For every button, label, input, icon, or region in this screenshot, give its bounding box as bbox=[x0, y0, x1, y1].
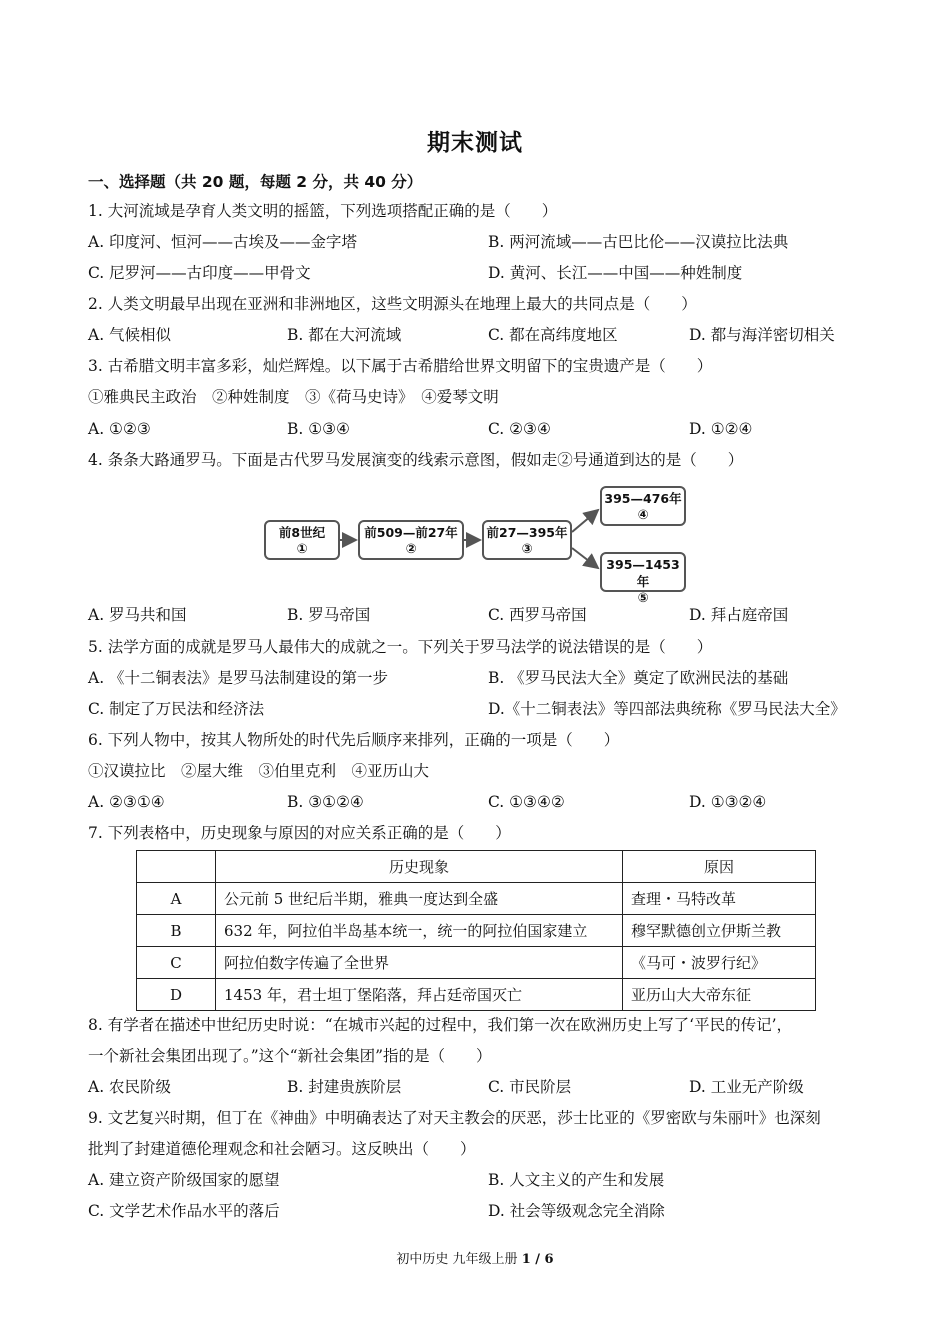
question-9-option-a: A. 建立资产阶级国家的愿望 bbox=[88, 1171, 280, 1189]
question-1-stem: 1. 大河流域是孕育人类文明的摇篮，下列选项搭配正确的是（ ） bbox=[88, 202, 558, 220]
timeline-node-1-number: ① bbox=[296, 542, 308, 557]
table-cell-phenomenon: 公元前 5 世纪后半期，雅典一度达到全盛 bbox=[216, 883, 623, 915]
table-cell-key: D bbox=[137, 979, 216, 1011]
question-1-option-d: D. 黄河、长江——中国——种姓制度 bbox=[488, 264, 743, 282]
question-3-stem: 3. 古希腊文明丰富多彩，灿烂辉煌。以下属于古希腊给世界文明留下的宝贵遗产是（ ） bbox=[88, 357, 713, 375]
question-2-option-a: A. 气候相似 bbox=[88, 326, 172, 344]
question-8-option-b: B. 封建贵族阶层 bbox=[287, 1078, 402, 1096]
question-9-stem-line-2: 批判了封建道德伦理观念和社会陋习。这反映出（ ） bbox=[88, 1140, 476, 1158]
question-7-stem: 7. 下列表格中，历史现象与原因的对应关系正确的是（ ） bbox=[88, 824, 511, 842]
question-3-option-c: C. ②③④ bbox=[488, 420, 551, 438]
question-8-stem-line-1: 8. 有学者在描述中世纪历史时说：“在城市兴起的过程中，我们第一次在欧洲历史上写了‘平民的传记’， bbox=[88, 1016, 792, 1034]
question-1-option-a: A. 印度河、恒河——古埃及——金字塔 bbox=[88, 233, 358, 251]
question-3-option-a: A. ①②③ bbox=[88, 420, 151, 438]
table-header-row bbox=[137, 851, 816, 883]
table-cell-cause: 亚历山大大帝东征 bbox=[623, 979, 816, 1011]
table-cell-phenomenon: 632 年，阿拉伯半岛基本统一，统一的阿拉伯国家建立 bbox=[216, 915, 623, 947]
question-6-option-c: C. ①③④② bbox=[488, 793, 565, 811]
question-8-stem-line-2: 一个新社会集团出现了。”这个“新社会集团”指的是（ ） bbox=[88, 1047, 492, 1065]
question-1-option-b: B. 两河流域——古巴比伦——汉谟拉比法典 bbox=[488, 233, 789, 251]
table-cell-phenomenon: 阿拉伯数字传遍了全世界 bbox=[216, 947, 623, 979]
arrow-3-5 bbox=[572, 548, 598, 568]
question-2-stem: 2. 人类文明最早出现在亚洲和非洲地区，这些文明源头在地理上最大的共同点是（ ） bbox=[88, 295, 697, 313]
timeline-node-2 bbox=[358, 520, 464, 560]
timeline-node-5-number: ⑤ bbox=[637, 591, 649, 606]
timeline-node-3 bbox=[482, 520, 572, 560]
question-8-option-d: D. 工业无产阶级 bbox=[689, 1078, 804, 1096]
question-7-table bbox=[136, 850, 816, 1011]
question-3-option-d: D. ①②④ bbox=[689, 420, 753, 438]
table-row bbox=[137, 915, 816, 947]
timeline-node-2-number: ② bbox=[405, 542, 417, 557]
arrow-3-4 bbox=[572, 510, 598, 532]
question-6-items: ①汉谟拉比 ②屋大维 ③伯里克利 ④亚历山大 bbox=[88, 762, 430, 780]
question-5-option-c: C. 制定了万民法和经济法 bbox=[88, 700, 265, 718]
question-8-option-c: C. 市民阶层 bbox=[488, 1078, 572, 1096]
table-header-phenomenon: 历史现象 bbox=[216, 851, 623, 883]
table-cell-key: A bbox=[137, 883, 216, 915]
rome-timeline-diagram bbox=[262, 484, 692, 606]
question-9-option-c: C. 文学艺术作品水平的落后 bbox=[88, 1202, 280, 1220]
question-9-option-d: D. 社会等级观念完全消除 bbox=[488, 1202, 665, 1220]
timeline-node-1-label: 前8世纪 bbox=[278, 525, 326, 540]
table-header-cause: 原因 bbox=[623, 851, 816, 883]
question-5-option-a: A. 《十二铜表法》是罗马法制建设的第一步 bbox=[88, 669, 389, 687]
question-2-option-b: B. 都在大河流域 bbox=[287, 326, 402, 344]
question-4-stem: 4. 条条大路通罗马。下面是古代罗马发展演变的线索示意图，假如走②号通道到达的是（ ） bbox=[88, 451, 744, 469]
footer-text: 初中历史 九年级上册 bbox=[396, 1252, 518, 1267]
question-5-option-b: B. 《罗马民法大全》奠定了欧洲民法的基础 bbox=[488, 669, 789, 687]
question-2-option-c: C. 都在高纬度地区 bbox=[488, 326, 618, 344]
timeline-node-4-label: 395—476年 bbox=[604, 491, 682, 506]
section-heading: 一、选择题（共 20 题，每题 2 分，共 40 分） bbox=[88, 173, 423, 191]
table-cell-phenomenon: 1453 年，君士坦丁堡陷落，拜占廷帝国灭亡 bbox=[216, 979, 623, 1011]
timeline-node-5 bbox=[600, 552, 686, 606]
question-6-stem: 6. 下列人物中，按其人物所处的时代先后顺序来排列，正确的一项是（ ） bbox=[88, 731, 620, 749]
question-9-stem-line-1: 9. 文艺复兴时期，但丁在《神曲》中明确表达了对天主教会的厌恶，莎士比亚的《罗密欧与朱丽叶》也深刻 bbox=[88, 1109, 821, 1127]
table-row bbox=[137, 979, 816, 1011]
timeline-node-3-label: 前27—395年 bbox=[486, 525, 568, 540]
table-cell-cause: 穆罕默德创立伊斯兰教 bbox=[623, 915, 816, 947]
question-5-option-d: D.《十二铜表法》等四部法典统称《罗马民法大全》 bbox=[488, 700, 846, 718]
question-6-option-a: A. ②③①④ bbox=[88, 793, 165, 811]
question-4-option-c: C. 西罗马帝国 bbox=[488, 606, 587, 624]
table-header-key bbox=[137, 851, 216, 883]
table-cell-key: B bbox=[137, 915, 216, 947]
timeline-node-1 bbox=[264, 520, 340, 560]
question-8-option-a: A. 农民阶级 bbox=[88, 1078, 172, 1096]
table-row bbox=[137, 947, 816, 979]
timeline-node-3-number: ③ bbox=[521, 542, 533, 557]
timeline-node-2-label: 前509—前27年 bbox=[364, 525, 458, 540]
question-4-option-a: A. 罗马共和国 bbox=[88, 606, 187, 624]
question-4-option-d: D. 拜占庭帝国 bbox=[689, 606, 789, 624]
question-4-option-b: B. 罗马帝国 bbox=[287, 606, 371, 624]
timeline-node-4 bbox=[600, 486, 686, 526]
timeline-node-5-label: 395—1453年 bbox=[606, 557, 680, 589]
table-row bbox=[137, 883, 816, 915]
question-1-option-c: C. 尼罗河——古印度——甲骨文 bbox=[88, 264, 311, 282]
page-number: 1 / 6 bbox=[521, 1252, 554, 1267]
table-cell-key: C bbox=[137, 947, 216, 979]
question-3-items: ①雅典民主政治 ②种姓制度 ③《荷马史诗》 ④爱琴文明 bbox=[88, 388, 499, 406]
question-5-stem: 5. 法学方面的成就是罗马人最伟大的成就之一。下列关于罗马法学的说法错误的是（ ） bbox=[88, 638, 713, 656]
question-9-option-b: B. 人文主义的产生和发展 bbox=[488, 1171, 665, 1189]
question-6-option-b: B. ③①②④ bbox=[287, 793, 364, 811]
table-cell-cause: 《马可・波罗行纪》 bbox=[623, 947, 816, 979]
table-cell-cause: 查理・马特改革 bbox=[623, 883, 816, 915]
question-6-option-d: D. ①③②④ bbox=[689, 793, 767, 811]
page-title: 期末测试 bbox=[427, 130, 523, 156]
timeline-node-4-number: ④ bbox=[637, 508, 649, 523]
question-2-option-d: D. 都与海洋密切相关 bbox=[689, 326, 835, 344]
question-3-option-b: B. ①③④ bbox=[287, 420, 350, 438]
page-footer bbox=[0, 1248, 950, 1267]
